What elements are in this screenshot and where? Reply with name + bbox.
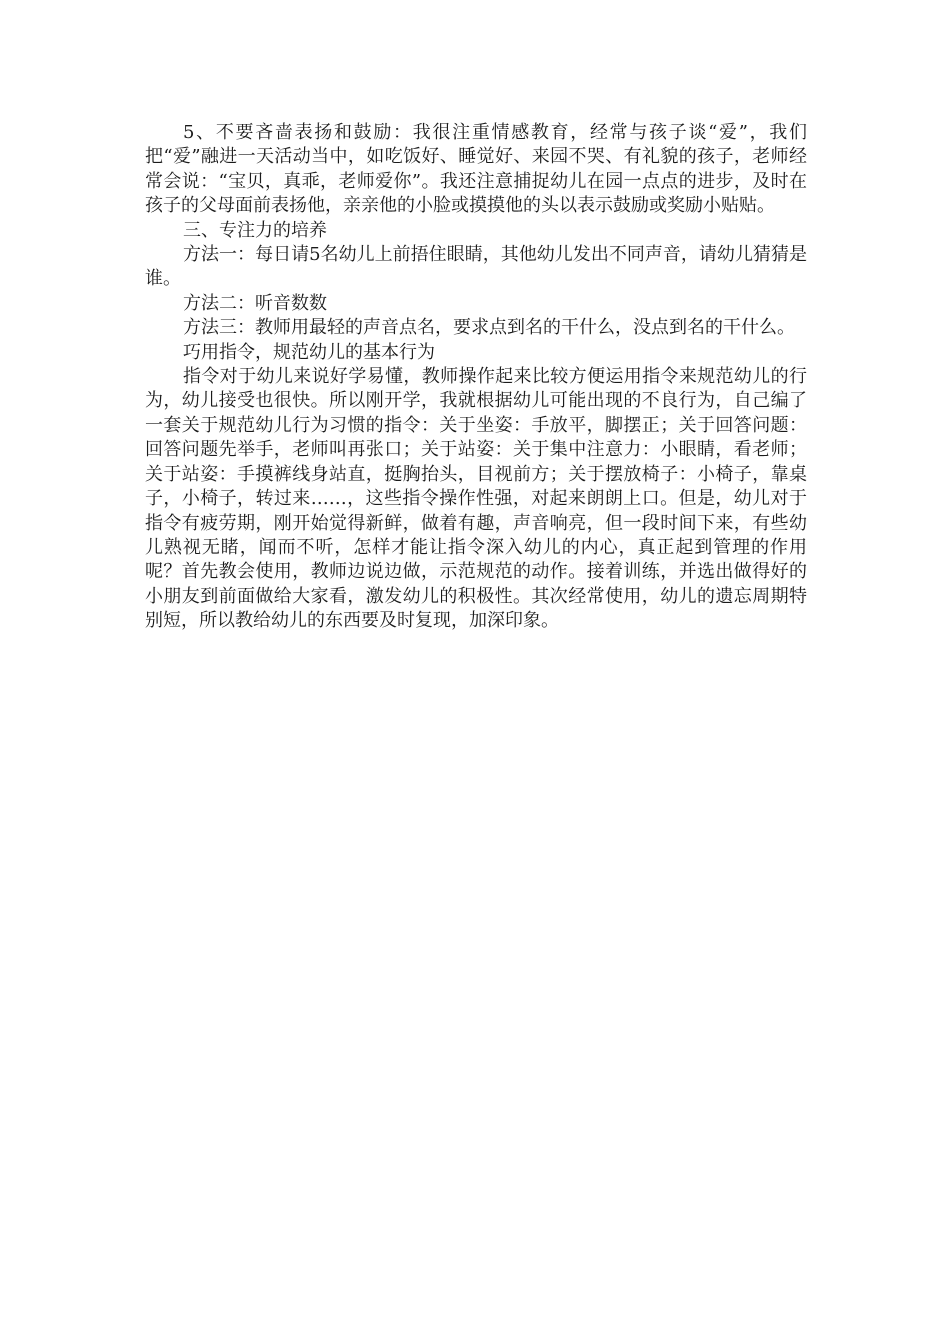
document-body — [145, 121, 807, 634]
paragraph-method-one: 方法一：每日请5名幼儿上前捂住眼睛，其他幼儿发出不同声音，请幼儿猜猜是谁。 — [145, 244, 807, 290]
paragraph-method-three: 方法三：教师用最轻的声音点名，要求点到名的干什么，没点到名的干什么。 — [183, 317, 795, 339]
section-heading-instructions: 巧用指令，规范幼儿的基本行为 — [183, 341, 435, 363]
paragraph-praise-encouragement: 5、不要吝啬表扬和鼓励：我很注重情感教育，经常与孩子谈“爱”，我们把“爱”融进一天活动当中，如吃饭好、睡觉好、来园不哭、有礼貌的孩子，老师经常会说：“宝贝，真乖，老师爱你”。我还注意捕捉幼儿在园一点点的进步，及时在孩子的父母面前表扬他，亲亲他的小脸或摸摸他的头以表示鼓励或奖励小贴贴。 — [145, 122, 807, 217]
paragraph-method-two: 方法二：听音数数 — [183, 292, 327, 314]
section-heading-concentration: 三、专注力的培养 — [183, 219, 327, 241]
paragraph-instructions-body: 指令对于幼儿来说好学易懂，教师操作起来比较方便运用指令来规范幼儿的行为，幼儿接受也很快。所以刚开学，我就根据幼儿可能出现的不良行为，自己编了一套关于规范幼儿行为习惯的指令：关于坐姿：手放平，脚摆正；关于回答问题：回答问题先举手，老师叫再张口；关于站姿：关于集中注意力：小眼睛，看老师；关于站姿：手摸裤线身站直，挺胸抬头，目视前方；关于摆放椅子：小椅子，靠桌子，小椅子，转过来……，这些指令操作性强，对起来朗朗上口。但是，幼儿对于指令有疲劳期，刚开始觉得新鲜，做着有趣，声音响亮，但一段时间下来，有些幼儿熟视无睹，闻而不听，怎样才能让指令深入幼儿的内心，真正起到管理的作用呢？首先教会使用，教师边说边做，示范规范的动作。接着训练，并选出做得好的小朋友到前面做给大家看，激发幼儿的积极性。其次经常使用，幼儿的遗忘周期特别短，所以教给幼儿的东西要及时复现，加深印象。 — [145, 366, 807, 632]
